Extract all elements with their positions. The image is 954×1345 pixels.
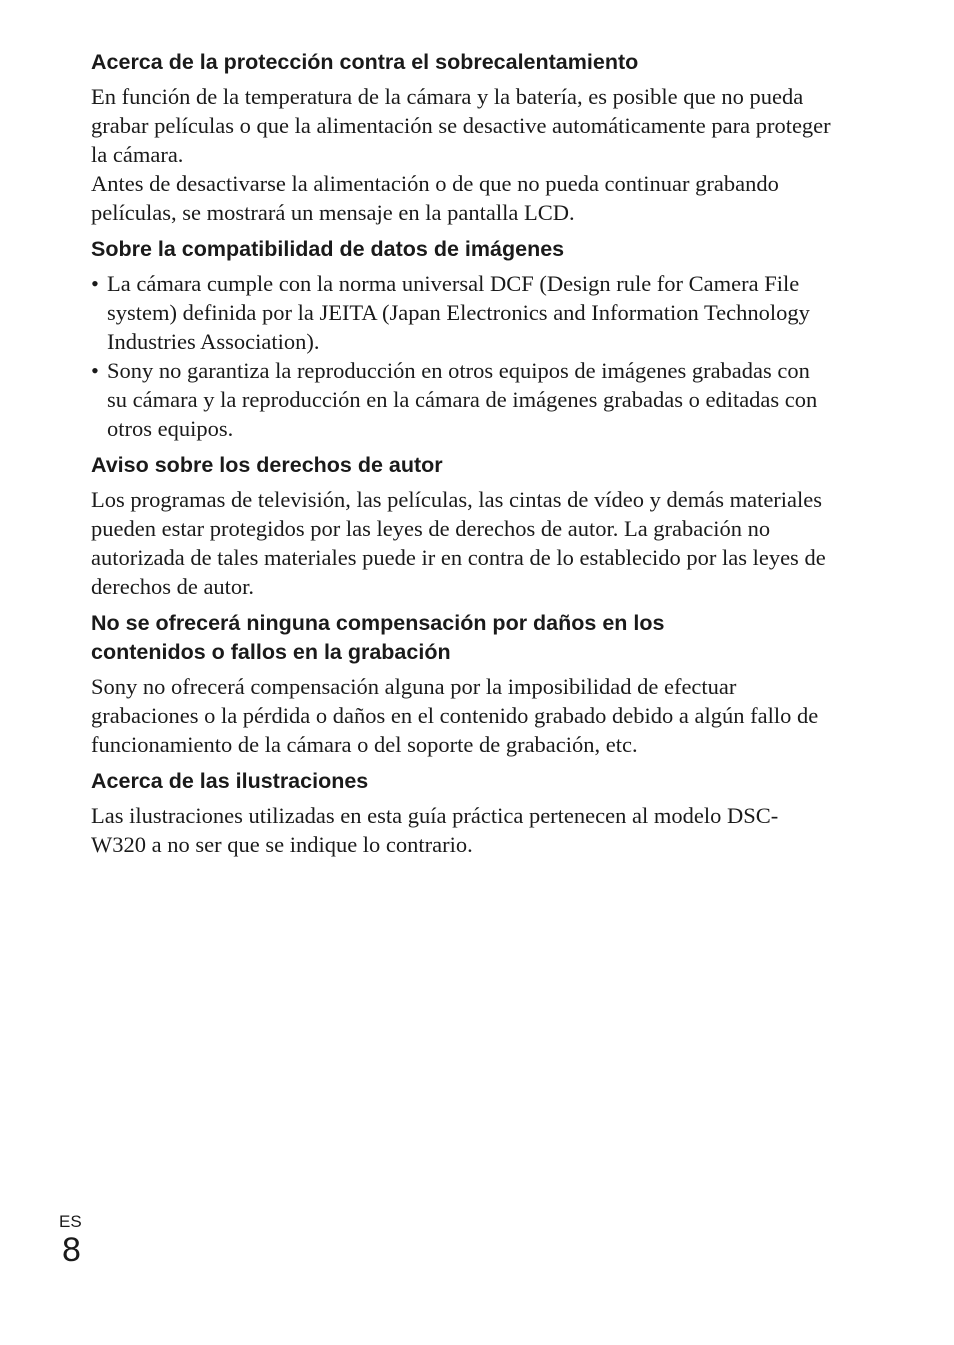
section-illustrations	[91, 767, 851, 859]
section-paragraph: Antes de desactivarse la alimentación o de que no pueda continuar grabando películas, se mostrará un mensaje en la pantalla LCD.	[91, 171, 779, 225]
section-heading: No se ofrecerá ninguna compensación por daños en los contenidos o fallos en la grabación	[91, 611, 665, 664]
bullet-list	[91, 269, 851, 443]
bullet-item: • Sony no garantiza la reproducción en otros equipos de imágenes grabadas con su cámara y la reproducción en la cámara de imágenes grabadas o editadas con otros equipos.	[91, 356, 829, 443]
document-page	[91, 48, 851, 859]
page-number: 8	[62, 1231, 81, 1269]
section-paragraph: Los programas de televisión, las películas, las cintas de vídeo y demás materiales pueden estar protegidos por las leyes de derechos de autor. La grabación no autorizada de tales materiales puede ir en contra de lo establecido por las leyes de derechos de autor.	[91, 487, 826, 599]
bullet-item: • La cámara cumple con la norma universal DCF (Design rule for Camera File system) definida por la JEITA (Japan Electronics and Information Technology Industries Association).	[91, 269, 847, 356]
section-paragraph: Las ilustraciones utilizadas en esta guía práctica pertenecen al modelo DSC-W320 a no ser que se indique lo contrario.	[91, 803, 779, 857]
section-paragraph: En función de la temperatura de la cámara y la batería, es posible que no pueda grabar películas o que la alimentación se desactive automáticamente para proteger la cámara.	[91, 84, 831, 167]
language-code: ES	[59, 1212, 82, 1231]
section-heading: Acerca de las ilustraciones	[91, 769, 369, 793]
section-heading: Acerca de la protección contra el sobrecalentamiento	[91, 50, 639, 74]
section-heading: Sobre la compatibilidad de datos de imágenes	[91, 237, 565, 261]
page-footer	[59, 1212, 82, 1268]
section-heading: Aviso sobre los derechos de autor	[91, 453, 443, 477]
section-no-compensation	[91, 609, 851, 759]
section-overheating-protection	[91, 48, 851, 227]
section-image-data-compatibility	[91, 235, 851, 443]
section-paragraph: Sony no ofrecerá compensación alguna por la imposibilidad de efectuar grabaciones o la pérdida o daños en el contenido grabado debido a algún fallo de funcionamiento de la cámara o del soporte de grabación, etc.	[91, 674, 819, 757]
section-copyright-notice	[91, 451, 851, 601]
